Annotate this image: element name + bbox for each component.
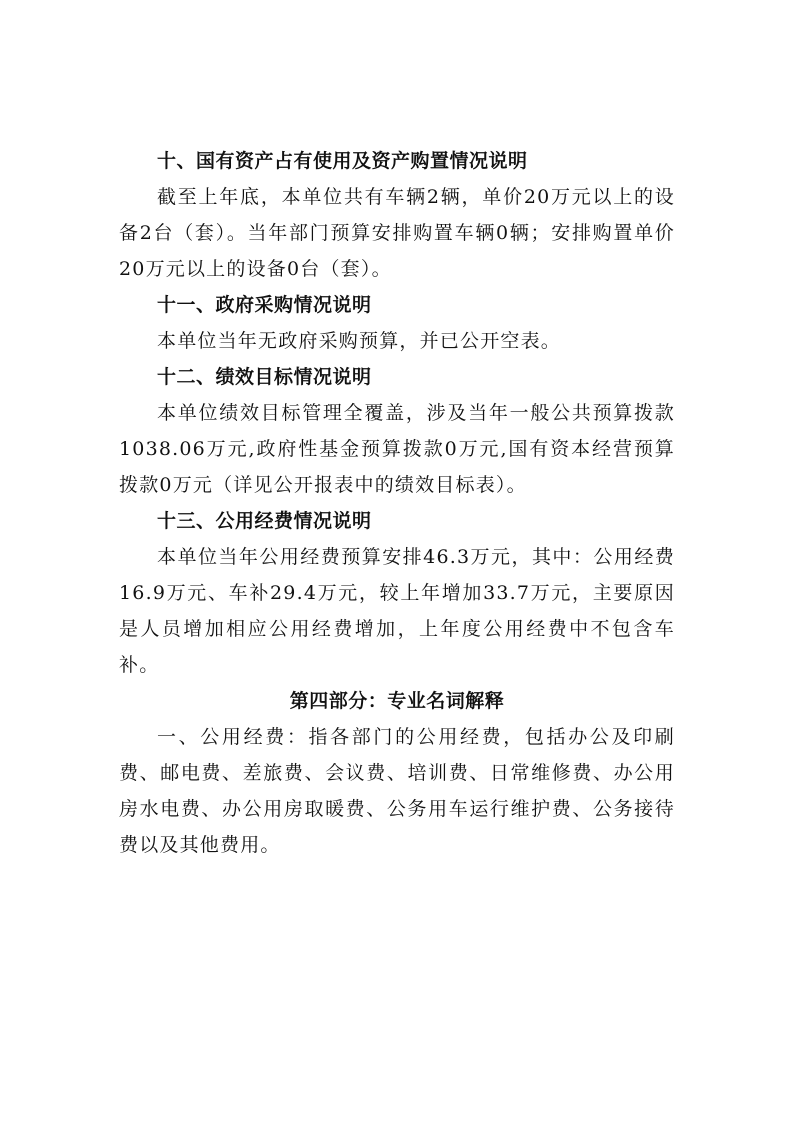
section-heading-procurement: 十一、政府采购情况说明: [157, 294, 372, 316]
document-content: [119, 143, 675, 863]
section-heading-public-expenses: 十三、公用经费情况说明: [157, 510, 372, 532]
section-heading-assets: 十、国有资产占有使用及资产购置情况说明: [157, 150, 528, 172]
term-public-expenses: 一、公用经费：指各部门的公用经费，包括办公及印刷费、邮电费、差旅费、会议费、培训费、日常维修费、办公用房水电费、办公用房取暖费、公务用车运行维护费、公务接待费以及其他费用。: [119, 726, 675, 856]
section-body-performance: 本单位绩效目标管理全覆盖，涉及当年一般公共预算拨款1038.06万元,政府性基金预算拨款0万元,国有资本经营预算拨款0万元（详见公开报表中的绩效目标表）。: [119, 402, 675, 496]
section-heading-performance: 十二、绩效目标情况说明: [157, 366, 372, 388]
part-four-title: 第四部分：专业名词解释: [289, 690, 505, 712]
section-body-procurement: 本单位当年无政府采购预算，并已公开空表。: [157, 330, 562, 352]
section-body-public-expenses: 本单位当年公用经费预算安排46.3万元，其中：公用经费16.9万元、车补29.4万元，较上年增加33.7万元，主要原因是人员增加相应公用经费增加，上年度公用经费中不包含车补。: [119, 546, 675, 676]
section-body-assets: 截至上年底，本单位共有车辆2辆，单价20万元以上的设备2台（套）。当年部门预算安排购置车辆0辆；安排购置单价20万元以上的设备0台（套）。: [119, 186, 675, 280]
